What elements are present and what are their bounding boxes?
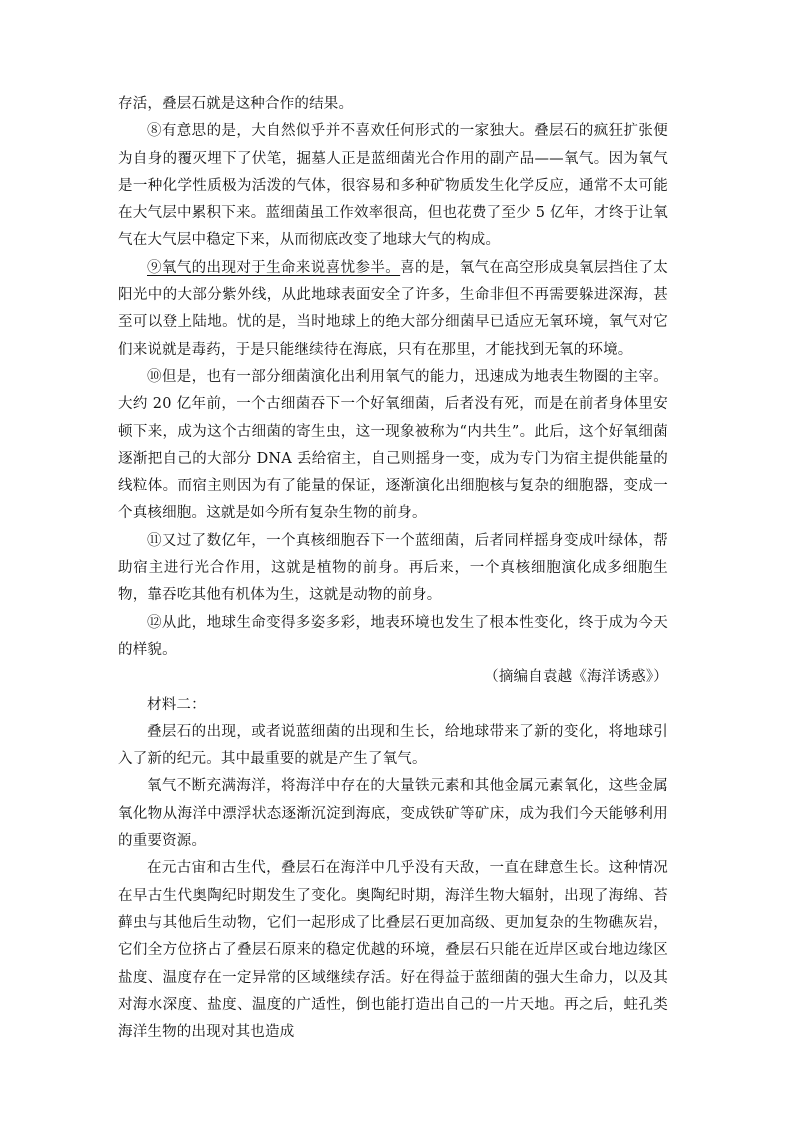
material-2-paragraph-2: 氧气不断充满海洋，将海洋中存在的大量铁元素和其他金属元素氧化，这些金属氧化物从海洋中漂浮状态逐渐沉淀到海底，变成铁矿等矿床，成为我们今天能够利用的重要资源。 (118, 778, 668, 850)
underlined-sentence: ⑨氧气的出现对于生命来说喜忧参半。 (147, 259, 401, 276)
document-page (118, 91, 668, 1046)
paragraph-11: ⑪又过了数亿年，一个真核细胞吞下一个蓝细菌，后者同样摇身变成叶绿体，帮助宿主进行光合作用，这就是植物的前身。再后来，一个真核细胞演化成多细胞生物，靠吞吃其他有机体为生，这就是动物的前身。 (118, 532, 668, 604)
paragraph-12: ⑫从此，地球生命变得多姿多彩，地表环境也发生了根本性变化，终于成为今天的样貌。 (118, 614, 668, 658)
paragraph-9 (118, 255, 668, 364)
material-2-heading: 材料二： (147, 696, 206, 713)
material-2-paragraph-1: 叠层石的出现，或者说蓝细菌的出现和生长，给地球带来了新的变化，将地球引入了新的纪元。其中最重要的就是产生了氧气。 (118, 723, 668, 768)
material-2-paragraph-3: 在元古宙和古生代，叠层石在海洋中几乎没有天敌，一直在肆意生长。这种情况在早古生代奥陶纪时期发生了变化。奥陶纪时期，海洋生物大辐射，出现了海绵、苔藓虫与其他后生动物，它们一起形成了比叠层石更加高级、更加复杂的生物礁灰岩，它们全方位挤占了叠层石原来的稳定优越的环境，叠层石只能在近岸区或台地边缘区盐度、温度存在一定异常的区域继续存活。好在得益于蓝细菌的强大生命力，以及其对海水深度、盐度、温度的广适性，倒也能打造出自己的一片天地。再之后，蛀孔类海洋生物的出现对其也造成 (118, 860, 668, 1041)
source-citation: （摘编自袁越《海洋诱惑》） (484, 669, 668, 686)
paragraph-8: ⑧有意思的是，大自然似乎并不喜欢任何形式的一家独大。叠层石的疯狂扩张便为自身的覆灭埋下了伏笔，掘墓人正是蓝细菌光合作用的副产品——氧气。因为氧气是一种化学性质极为活泼的气体，很容易和多种矿物质发生化学反应，通常不太可能在大气层中累积下来。蓝细菌虽工作效率很高，但也花费了至少 5 亿年，才终于让氧气在大气层中稳定下来，从而彻底改变了地球大气的构成。 (118, 123, 668, 249)
paragraph-continuation: 存活，叠层石就是这种合作的结果。 (118, 96, 354, 112)
paragraph-10: ⑩但是，也有一部分细菌演化出利用氧气的能力，迅速成为地表生物圈的主宰。大约 20 亿年前，一个古细菌吞下一个好氧细菌，后者没有死，而是在前者身体里安顿下来，成为这个古细菌的寄生虫，这一现象被称为“内共生”。此后，这个好氧细菌逐渐把自己的大部分 DNA 丢给宿主，自己则摇身一变，成为专门为宿主提供能量的线粒体。而宿主则因为有了能量的保证，逐渐演化出细胞核与复杂的细胞器，变成一个真核细胞。这就是如今所有复杂生物的前身。 (118, 368, 668, 522)
paragraph-9-rest: 喜的是，氧气在高空形成臭氧层挡住了太阳光中的大部分紫外线，从此地球表面安全了许多，生命非但不再需要躲进深海，甚至可以登上陆地。忧的是，当时地球上的绝大部分细菌早已适应无氧环境，氧气对它们来说就是毒药，于是只能继续待在海底，只有在那里，才能找到无氧的环境。 (118, 259, 668, 358)
